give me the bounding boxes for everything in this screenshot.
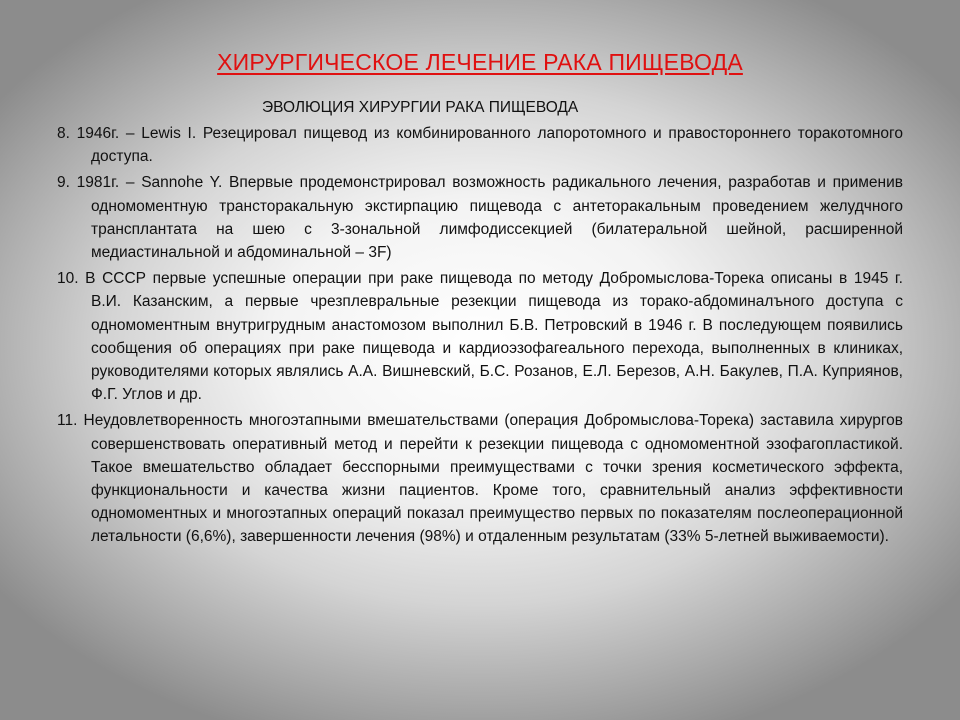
paragraph-11 xyxy=(57,409,903,548)
slide-subtitle: ЭВОЛЮЦИЯ ХИРУРГИИ РАКА ПИЩЕВОДА xyxy=(262,99,579,116)
paragraph-text: 1981г. – Sannohe Y. Впервые продемонстрировал возможность радикального лечения, разработав и применив одномоментную трансторакальную экстирпацию пищевода с антеторакальным проведением желудчного трансплантата на шею с 3-зональной лимфодиссекцией (билатеральной шейной, расширенной медиастинальной и абдоминальной – 3F) xyxy=(76,174,903,262)
paragraph-8 xyxy=(57,122,903,168)
paragraph-text: В СССР первые успешные операции при раке пищевода по методу Добромыслова-Торека описаны в 1945 г. В.И. Казанским, а первые чрезплевральные резекции пищевода из торако-абдоминалъного доступа с одномоментным внутригрудным анастомозом выполнил Б.В. Петровский в 1946 г. В последующем появились сообщения об операциях при раке пищевода и кардиоэзофагеального перехода, выполненных в клиниках, руководителями которых являлись А.А. Вишневский, Б.С. Розанов, Е.Л. Березов, А.Н. Бакулев, П.А. Куприянов, Ф.Г. Углов и др. xyxy=(85,270,903,404)
slide-title: ХИРУРГИЧЕСКОЕ ЛЕЧЕНИЕ РАКА ПИЩЕВОДА xyxy=(217,49,743,75)
paragraph-9 xyxy=(57,171,903,264)
paragraph-10 xyxy=(57,267,903,406)
paragraph-number: 10. xyxy=(57,270,79,288)
paragraph-text: 1946г. – Lewis I. Резецировал пищевод из комбинированного лапоротомного и правостороннего торакотомного доступа. xyxy=(76,125,903,166)
slide-body xyxy=(57,122,903,552)
paragraph-number: 8. xyxy=(57,125,70,142)
paragraph-number: 9. xyxy=(57,174,70,192)
paragraph-number: 11. xyxy=(57,412,78,430)
paragraph-text: Неудовлетворенность многоэтапными вмешательствами (операция Добромыслова-Торека) заставила хирургов совершенствовать оперативный метод и перейти к резекции пищевода с одномоментной эзофагопластикой. Такое вмешательство обладает бесспорными преимуществами с точки зрения косметического эффекта, функциональности и качества жизни пациентов. Кроме того, сравнительный анализ эффективности одномоментных и многоэтапных операций показал преимущество первых по показателям послеоперационной летальности (6,6%), завершенности лечения (98%) и отдаленным результатам (33% 5-летней выживаемости). xyxy=(83,412,904,546)
